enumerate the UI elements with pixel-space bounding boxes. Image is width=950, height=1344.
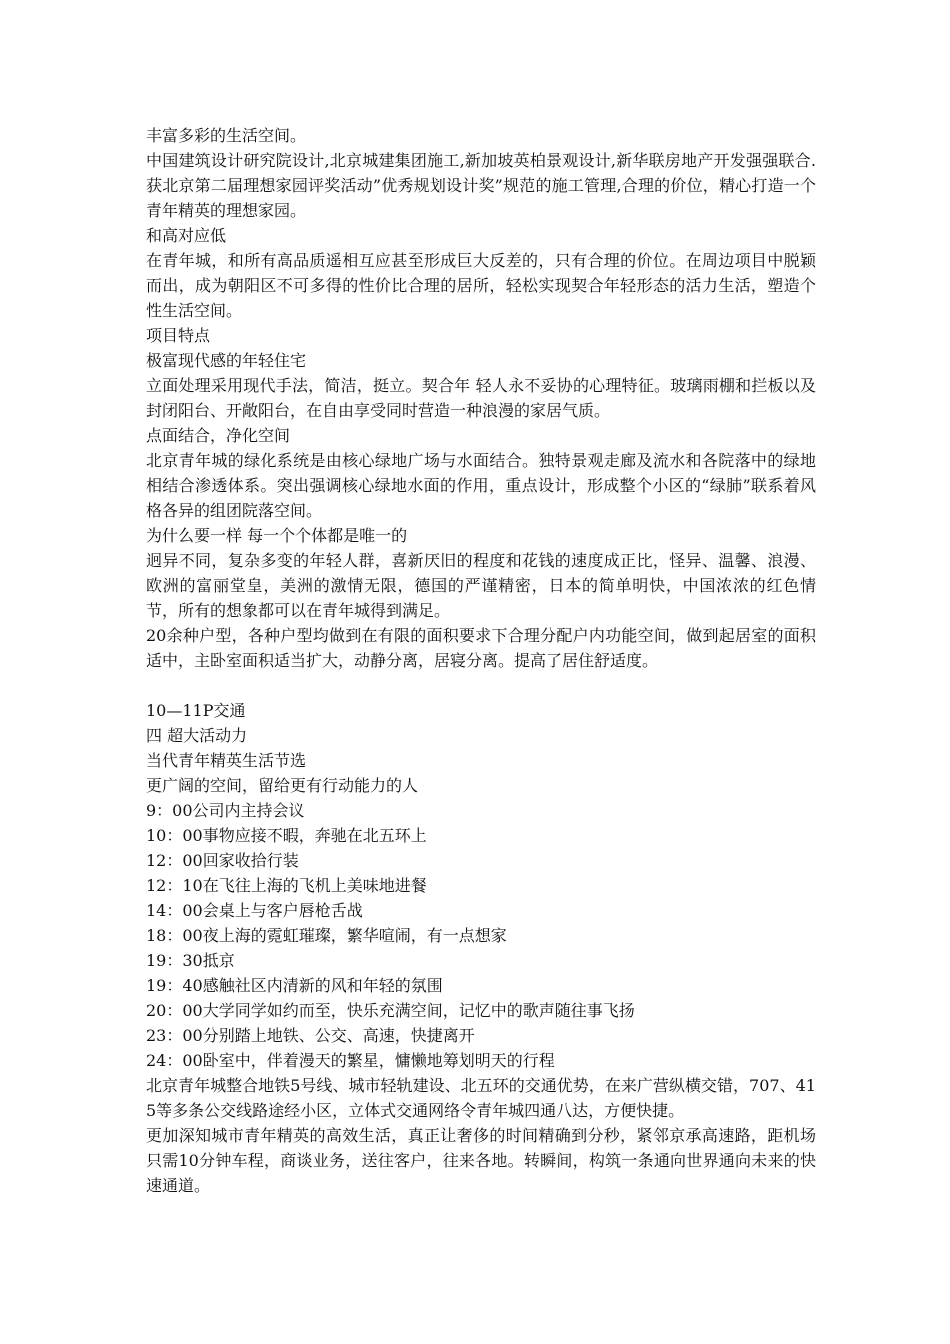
paragraph-7: 20余种户型，各种户型均做到在有限的面积要求下合理分配户内功能空间，做到起居室的面积适中，主卧室面积适当扩大，动静分离，居寝分离。提高了居住舒适度。	[146, 626, 816, 670]
paragraph-1: 丰富多彩的生活空间。	[146, 126, 307, 145]
paragraph-3: 在青年城，和所有高品质遥相互应甚至形成巨大反差的，只有合理的价位。在周边项目中脱颖而出，成为朝阳区不可多得的性价比合理的居所，轻松实现契合年轻形态的活力生活，塑造个性生活空间。	[146, 251, 816, 320]
heading-wider-space: 更广阔的空间，留给更有行动能力的人	[146, 776, 419, 795]
heading-high-low: 和高对应低	[146, 226, 227, 245]
schedule-item: 24：00卧室中，伴着漫天的繁星，慵懒地筹划明天的行程	[146, 1051, 555, 1070]
heading-modern-residence: 极富现代感的年轻住宅	[146, 351, 307, 370]
paragraph-9: 更加深知城市青年精英的高效生活，真正让奢侈的时间精确到分秒，紧邻京承高速路，距机场只需10分钟车程，商谈业务，送往客户，往来各地。转瞬间，构筑一条通向世界通向未来的快速通道。	[146, 1126, 816, 1195]
heading-project-features: 项目特点	[146, 326, 211, 345]
schedule-item: 9：00公司内主持会议	[146, 801, 305, 820]
paragraph-2: 中国建筑设计研究院设计,北京城建集团施工,新加坡英柏景观设计,新华联房地产开发强强联合.获北京第二届理想家园评奖活动”优秀规划设计奖”规范的施工管理,合理的价位，精心打造一个青年精英的理想家园。	[146, 151, 816, 220]
heading-lifestyle-excerpt: 当代青年精英生活节选	[146, 751, 307, 770]
heading-transport: 10—11P交通	[146, 701, 246, 720]
schedule-item: 20：00大学同学如约而至，快乐充满空间，记忆中的歌声随往事飞扬	[146, 1001, 635, 1020]
schedule-item: 19：30抵京	[146, 951, 235, 970]
paragraph-8: 北京青年城整合地铁5号线、城市轻轨建设、北五环的交通优势，在来广营纵横交错，707、415等多条公交线路途经小区，立体式交通网络令青年城四通八达，方便快捷。	[146, 1076, 816, 1120]
schedule-item: 12：10在飞往上海的飞机上美味地进餐	[146, 876, 427, 895]
heading-why-same: 为什么要一样 每一个个体都是唯一的	[146, 526, 408, 545]
paragraph-4: 立面处理采用现代手法，简洁，挺立。契合年 轻人永不妥协的心理特征。玻璃雨棚和拦板以及封闭阳台、开敞阳台，在自由享受同时营造一种浪漫的家居气质。	[146, 376, 816, 420]
paragraph-6: 迥异不同，复杂多变的年轻人群，喜新厌旧的程度和花钱的速度成正比，怪异、温馨、浪漫、欧洲的富丽堂皇，美洲的激情无限，德国的严谨精密，日本的简单明快，中国浓浓的红色情节，所有的想象都可以在青年城得到满足。	[146, 551, 816, 620]
schedule-item: 12：00回家收拾行装	[146, 851, 299, 870]
heading-point-surface: 点面结合，净化空间	[146, 426, 291, 445]
paragraph-5: 北京青年城的绿化系统是由核心绿地广场与水面结合。独特景观走廊及流水和各院落中的绿地相结合渗透体系。突出强调核心绿地水面的作用，重点设计，形成整个小区的“绿肺”联系着风格各异的组团院落空间。	[146, 451, 816, 520]
heading-activity: 四 超大活动力	[146, 726, 248, 745]
document-body	[146, 123, 816, 1198]
schedule-item: 23：00分别踏上地铁、公交、高速，快捷离开	[146, 1026, 475, 1045]
blank-line	[146, 673, 816, 698]
schedule-item: 10：00事物应接不暇，奔驰在北五环上	[146, 826, 427, 845]
schedule-item: 14：00会桌上与客户唇枪舌战	[146, 901, 363, 920]
schedule-item: 19：40感触社区内清新的风和年轻的氛围	[146, 976, 443, 995]
schedule-item: 18：00夜上海的霓虹璀璨，繁华喧闹，有一点想家	[146, 926, 507, 945]
